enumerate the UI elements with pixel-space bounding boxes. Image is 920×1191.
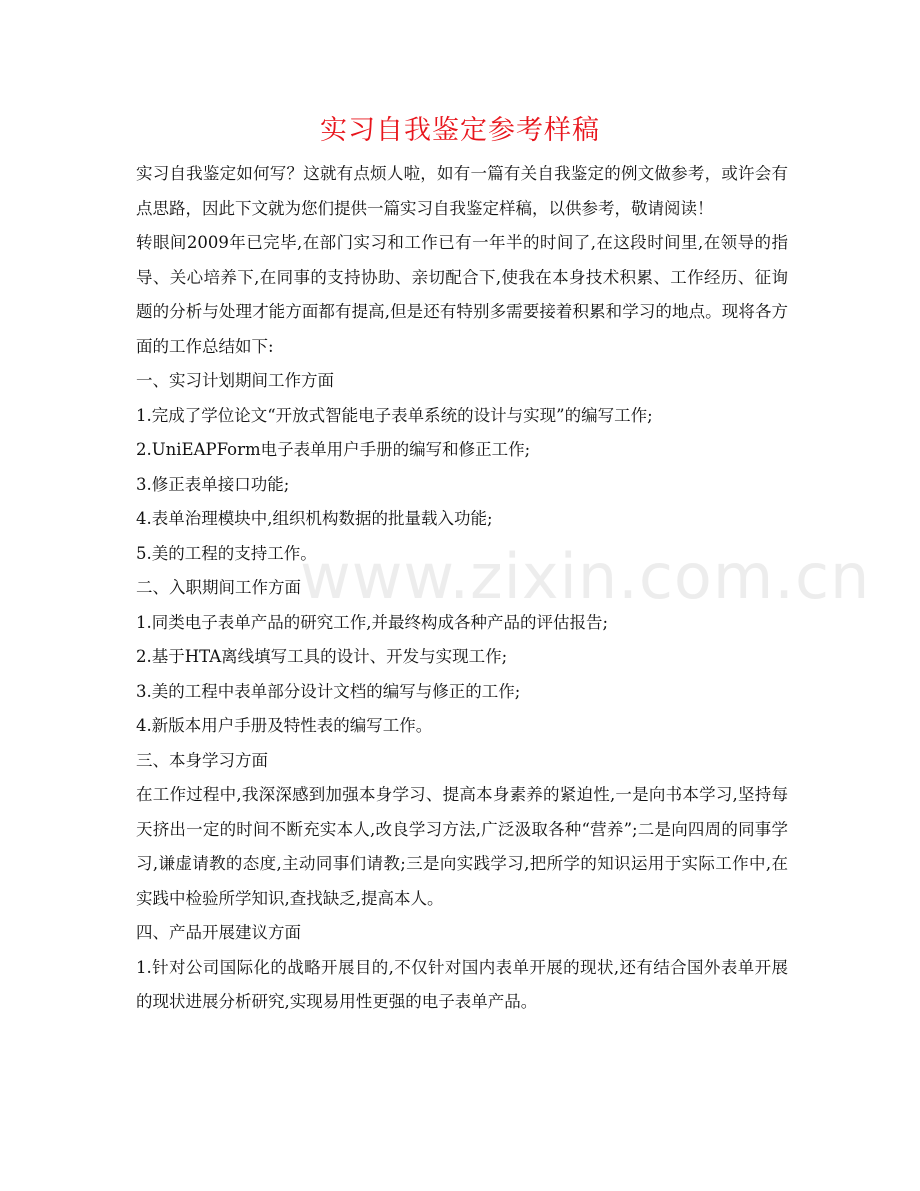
- section-heading-self-study: 三、本身学习方面: [136, 750, 268, 770]
- self-study-paragraph: 在工作过程中,我深深感到加强本身学习、提高本身素养的紧迫性,一是向书本学习,坚持每天挤出一定的时间不断充实本人,改良学习方法,广泛汲取各种“营养”;二是向四周的同事学习,谦虚请教的态度,主动同事们请教;三是向实践学习,把所学的知识运用于实际工作中,在实践中检验所学知识,查找缺乏,提高本人。: [136, 785, 788, 908]
- summary-paragraph: 转眼间2009年已完毕,在部门实习和工作已有一年半的时间了,在这段时间里,在领导的指导、关心培养下,在同事的支持协助、亲切配合下,使我在本身技术积累、工作经历、征询题的分析与处理才能方面都有提高,但是还有特别多需要接着积累和学习的地点。现将各方面的工作总结如下:: [136, 233, 788, 356]
- section-heading-product-suggestions: 四、产品开展建议方面: [136, 923, 301, 942]
- list-item: 1.同类电子表单产品的研究工作,并最终构成各种产品的评估报告;: [136, 612, 609, 632]
- list-item: 4.新版本用户手册及特性表的编写工作。: [136, 716, 433, 735]
- list-item: 5.美的工程的支持工作。: [136, 543, 317, 563]
- list-item: 3.修正表单接口功能;: [136, 474, 290, 494]
- section-heading-onboarding: 二、入职期间工作方面: [136, 578, 301, 597]
- watermark: www.zixin.com.cn: [300, 540, 871, 613]
- list-item: 1.完成了学位论文“开放式智能电子表单系统的设计与实现”的编写工作;: [136, 405, 653, 425]
- list-item: 2.UniEAPForm电子表单用户手册的编写和修正工作;: [136, 440, 531, 459]
- section-heading-internship-plan: 一、实习计划期间工作方面: [136, 371, 334, 390]
- document-title: 实习自我鉴定参考样稿: [320, 115, 600, 146]
- document-body: [136, 157, 788, 1020]
- intro-paragraph: 实习自我鉴定如何写？这就有点烦人啦，如有一篇有关自我鉴定的例文做参考，或许会有点思路，因此下文就为您们提供一篇实习自我鉴定样稿，以供参考，敬请阅读！: [136, 164, 788, 218]
- list-item: 1.针对公司国际化的战略开展目的,不仅针对国内表单开展的现状,还有结合国外表单开展的现状进展分析研究,实现易用性更强的电子表单产品。: [136, 957, 788, 1011]
- list-item: 4.表单治理模块中,组织机构数据的批量载入功能;: [136, 509, 493, 528]
- list-item: 2.基于HTA离线填写工具的设计、开发与实现工作;: [136, 647, 508, 666]
- list-item: 3.美的工程中表单部分设计文档的编写与修正的工作;: [136, 681, 521, 701]
